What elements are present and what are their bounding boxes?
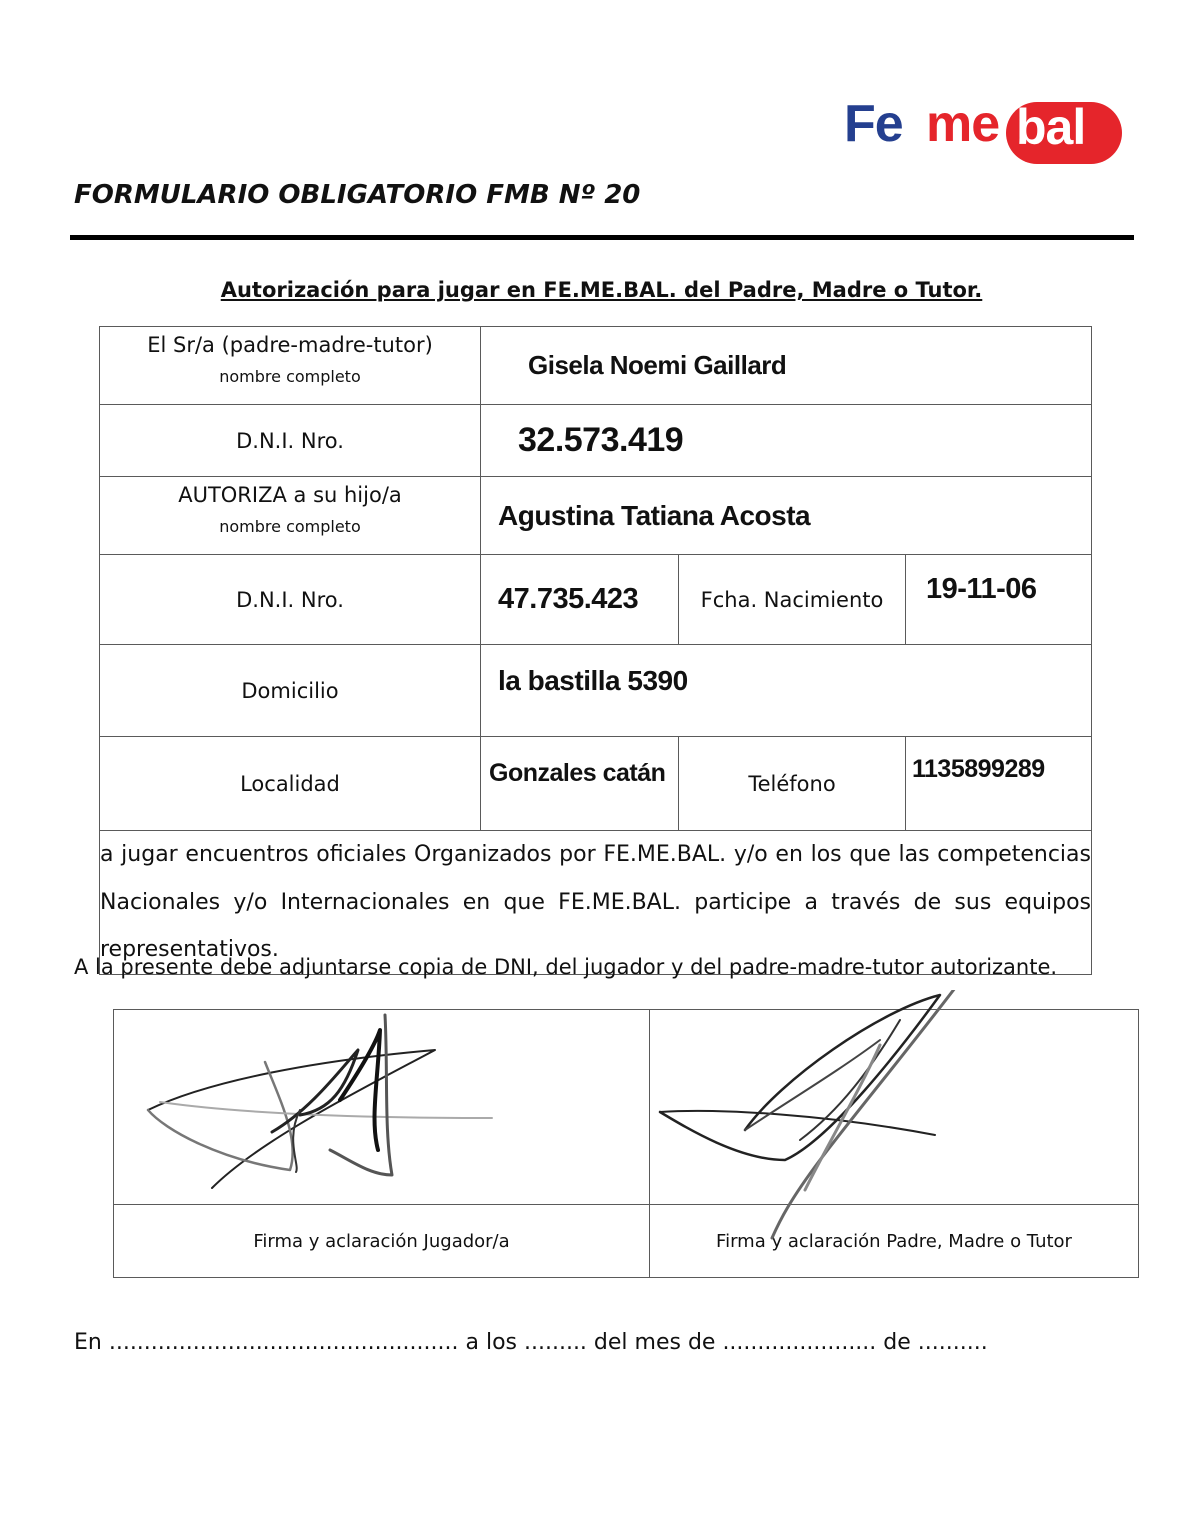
phone-label: Teléfono [679,737,906,831]
child-name-label: AUTORIZA a su hijo/a [178,483,402,507]
locality-field[interactable] [481,737,679,831]
logo-text-fe: Fe [844,95,903,153]
birth-date-label: Fcha. Nacimiento [679,555,906,645]
phone-value: 1135899289 [912,755,1045,783]
parent-name-field[interactable] [481,327,1092,405]
parent-signature-caption: Firma y aclaración Padre, Madre o Tutor [650,1205,1139,1278]
parent-signature-box[interactable] [650,1010,1139,1205]
player-signature-caption: Firma y aclaración Jugador/a [114,1205,650,1278]
parent-name-row [100,327,1092,405]
form-subtitle: Autorización para jugar en FE.ME.BAL. del Padre, Madre o Tutor. [220,278,983,302]
phone-field[interactable] [906,737,1092,831]
address-row [100,645,1092,737]
address-label: Domicilio [100,645,481,737]
locality-value: Gonzales catán [489,759,666,787]
child-dni-field[interactable] [481,555,679,645]
birth-date-field[interactable] [906,555,1092,645]
parent-name-label: El Sr/a (padre-madre-tutor) [147,333,433,357]
birth-date-value: 19-11-06 [926,573,1037,605]
player-signature-box[interactable] [114,1010,650,1205]
parent-name-label-cell [100,327,481,405]
parent-name-value: Gisela Noemi Gaillard [528,350,787,380]
parent-dni-field[interactable] [481,405,1092,477]
parent-dni-row [100,405,1092,477]
child-name-sublabel: nombre completo [219,517,361,536]
address-value: la bastilla 5390 [498,665,688,696]
child-dni-row [100,555,1092,645]
femebal-logo [838,88,1128,172]
authorization-text-row [100,831,1092,975]
logo-text-bal: bal [1016,99,1086,155]
parent-name-sublabel: nombre completo [219,367,361,386]
locality-row [100,737,1092,831]
authorization-table [99,326,1092,975]
child-name-label-cell [100,477,481,555]
signature-table [113,1009,1139,1278]
form-title: FORMULARIO OBLIGATORIO FMB Nº 20 [74,180,641,210]
authorization-text: a jugar encuentros oficiales Organizados por FE.ME.BAL. y/o en los que las competencias Nacionales y/o Internacionales en que FE.ME.BAL. participe a través de sus equipos representativos. [100,831,1092,975]
child-dni-label: D.N.I. Nro. [100,555,481,645]
child-name-field[interactable] [481,477,1092,555]
date-place-line: En .................................................. a los ......... del mes de ...................... de .......... [74,1330,988,1355]
child-dni-value: 47.735.423 [498,583,639,615]
title-divider [70,235,1134,240]
address-field[interactable] [481,645,1092,737]
logo-text-me: me [926,95,1000,153]
attachment-note: A la presente debe adjuntarse copia de DNI, del jugador y del padre-madre-tutor autorizante. [74,955,1058,979]
child-name-value: Agustina Tatiana Acosta [498,499,811,531]
parent-dni-label: D.N.I. Nro. [100,405,481,477]
locality-label: Localidad [100,737,481,831]
child-name-row [100,477,1092,555]
parent-dni-value: 32.573.419 [518,421,684,459]
